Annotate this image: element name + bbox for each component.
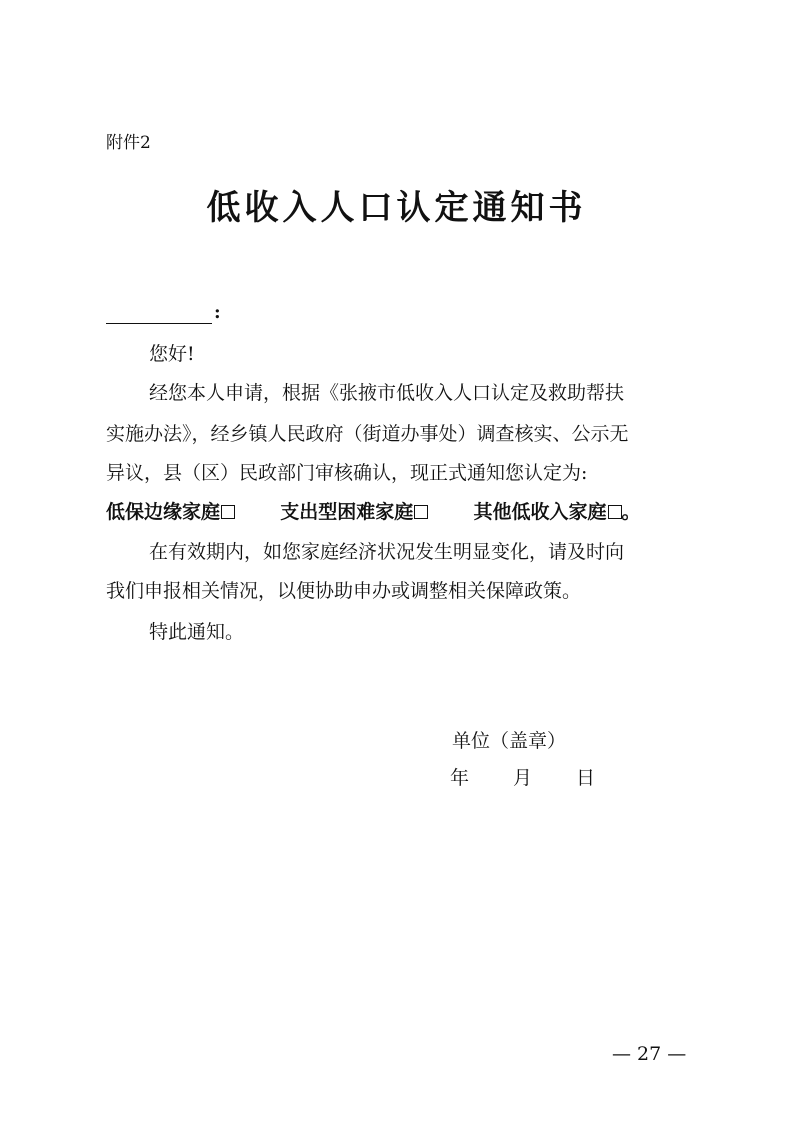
paragraph1-line1: 经您本人申请，根据《张掖市低收入人口认定及救助帮扶 [149,382,625,404]
signature-unit-seal: 单位（盖章） [452,730,567,752]
checkbox-icon[interactable] [608,505,622,519]
date-year: 年 [450,767,470,789]
date-month: 月 [513,767,533,789]
option-other-low-income-household [474,500,641,524]
annex-label: 附件2 [106,133,151,153]
addressee-colon: : [214,302,221,323]
option-expenditure-household [280,500,428,524]
option-label: 支出型困难家庭 [280,501,414,523]
greeting: 您好! [149,343,195,365]
option-label: 低保边缘家庭 [106,501,221,523]
option-label: 其他低收入家庭 [473,501,607,523]
document-title: 低收入人口认定通知书 [206,188,587,228]
checkbox-icon[interactable] [221,505,235,519]
closing-text: 特此通知。 [149,621,245,643]
addressee-blank [106,301,212,324]
household-type-options [106,500,641,524]
paragraph2-line2: 我们申报相关情况，以便协助申办或调整相关保障政策。 [106,580,582,602]
date-day: 日 [576,767,596,789]
page-number: — 27 — [612,1043,687,1065]
date-line [450,766,595,790]
paragraph2-line1: 在有效期内，如您家庭经济状况发生明显变化，请及时向 [149,541,625,563]
paragraph1-line3: 异议，县（区）民政部门审核确认，现正式通知您认定为: [106,462,588,484]
paragraph1-line2: 实施办法》，经乡镇人民政府（街道办事处）调查核实、公示无 [106,423,629,445]
option-marginal-household [106,500,235,524]
addressee-line [106,300,221,324]
option-suffix: 。 [621,501,641,523]
checkbox-icon[interactable] [414,505,428,519]
